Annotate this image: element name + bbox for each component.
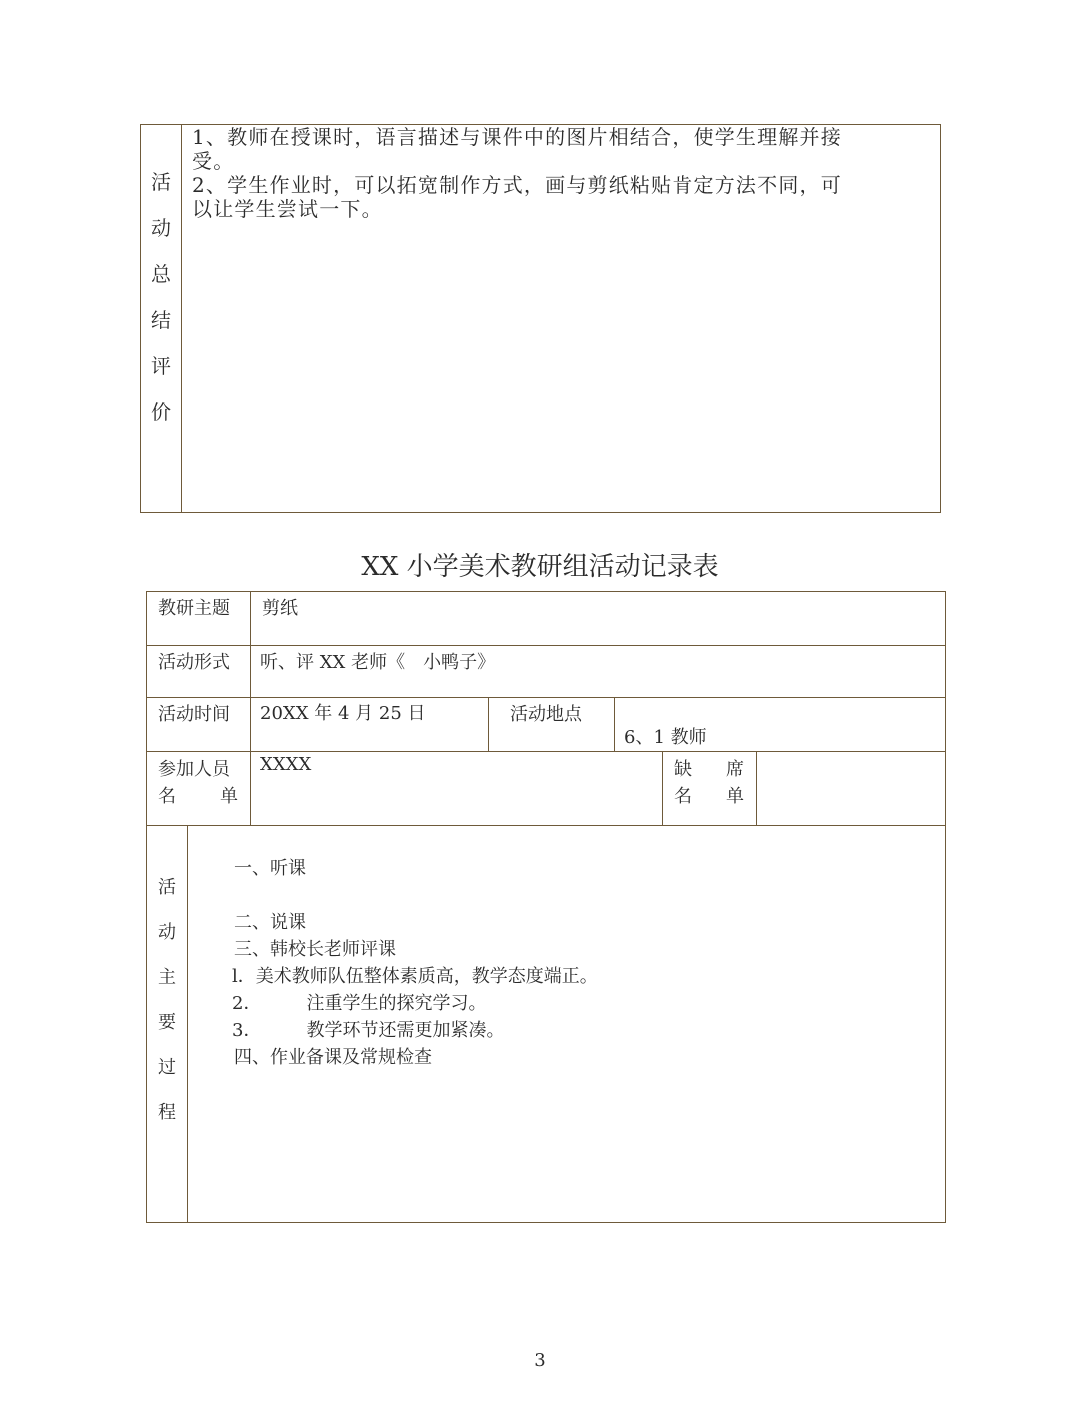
topic-label: 教研主题 [158,598,230,619]
page-number: 3 [534,1350,546,1371]
summary-line: 1、教师在授课时，语言描述与课件中的图片相结合，使学生理解并接 [192,125,842,149]
process-label-char: 活 [158,877,176,898]
row-divider [146,697,946,698]
summary-label-char: 结 [151,308,171,332]
process-label-char: 要 [158,1012,176,1033]
summary-line: 以让学生尝试一下。 [192,197,383,221]
time-label: 活动时间 [158,704,230,725]
place-value: 6、1 教师 [624,727,707,748]
row-divider [146,751,946,752]
absent-label-char: 缺 [674,759,692,780]
participants-label: 参加人员 [158,759,230,780]
summary-label [140,166,182,442]
col-divider [662,751,663,825]
absent-label-char: 席 [726,759,744,780]
col-divider [614,697,615,751]
process-line: l．美术教师队伍整体素质高，教学态度端正。 [232,966,598,987]
col-divider [250,591,251,825]
summary-label-char: 评 [151,354,171,378]
summary-line: 2、学生作业时，可以拓宽制作方式，画与剪纸粘贴肯定方法不同，可 [192,173,842,197]
process-line: 3． 教学环节还需更加紧凑。 [232,1020,505,1041]
process-line: 四、作业备课及常规检查 [234,1047,432,1068]
summary-line: 受。 [192,149,235,173]
process-label-char: 主 [158,967,176,988]
col-divider [756,751,757,825]
participants-value: XXXX [260,754,312,775]
participants-label-char: 名 [158,786,176,807]
process-line: 三、韩校长老师评课 [234,939,396,960]
col-divider [488,697,489,751]
topic-value: 剪纸 [262,598,298,619]
process-label [146,873,188,1143]
process-line: 二、说课 [234,912,306,933]
summary-label-char: 活 [151,170,171,194]
form-title: XX 小学美术教研组活动记录表 [361,552,719,582]
process-line: 2． 注重学生的探究学习。 [232,993,487,1014]
process-line: 一、听课 [234,858,306,879]
absent-label-char: 单 [726,786,744,807]
time-value: 20XX 年 4 月 25 日 [260,703,426,724]
place-label: 活动地点 [510,704,582,725]
record-table [146,591,946,1223]
summary-text [192,125,937,221]
summary-label-char: 动 [151,216,171,240]
row-divider [146,825,946,826]
process-label-char: 动 [158,922,176,943]
form-value: 听、评 XX 老师《 小鸭子》 [260,652,496,673]
summary-label-char: 总 [151,262,171,286]
process-label-char: 程 [158,1102,176,1123]
summary-label-char: 价 [151,400,171,424]
form-label: 活动形式 [158,652,230,673]
row-divider [146,645,946,646]
process-label-char: 过 [158,1057,176,1078]
absent-label-char: 名 [674,786,692,807]
participants-label-char: 单 [220,786,238,807]
